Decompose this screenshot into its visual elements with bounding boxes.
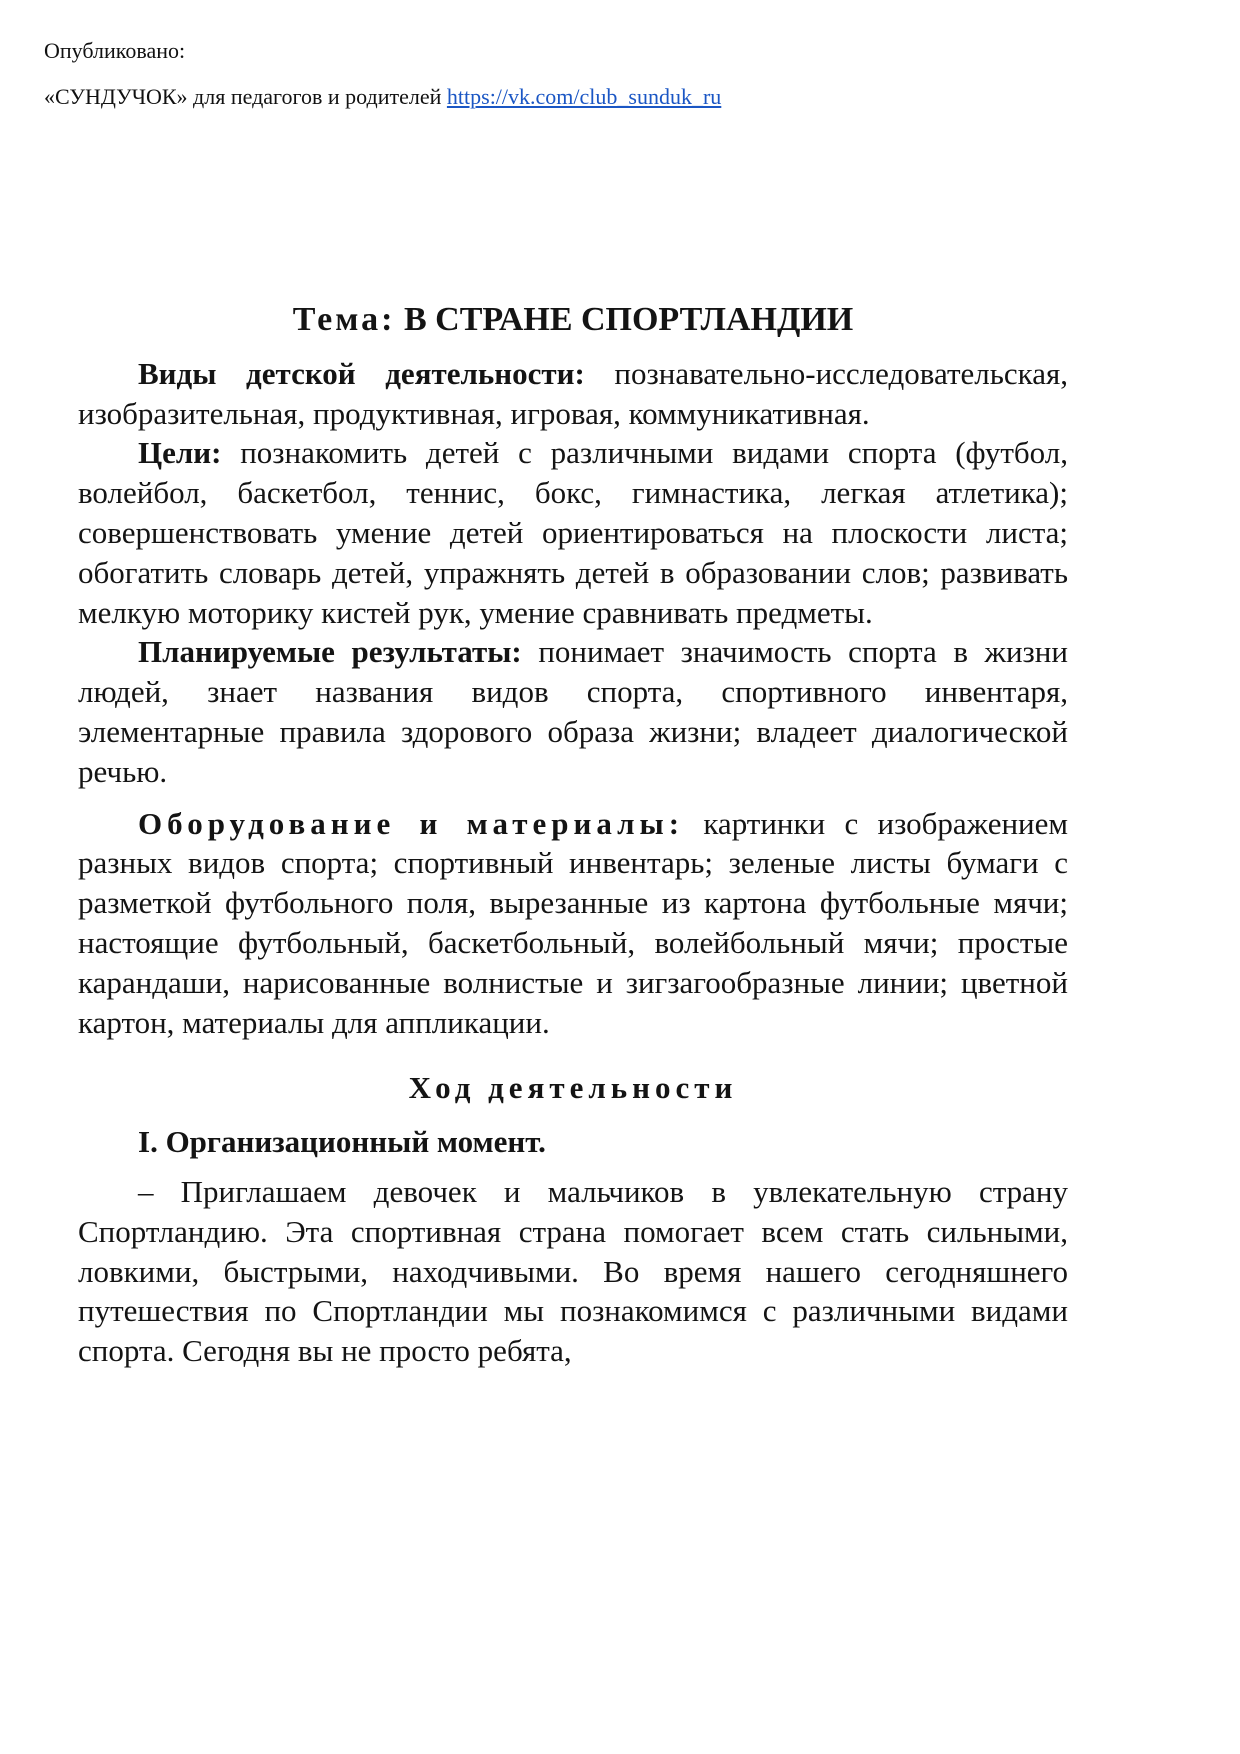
title-text: В СТРАНЕ СПОРТЛАНДИИ: [403, 301, 854, 338]
publisher-text: «СУНДУЧОК» для педагогов и родителей: [44, 84, 442, 109]
title-label: Тема:: [292, 301, 396, 338]
activities-text: познавательно-исследовательская, изобразительная, продуктивная, игровая, коммуникативная.: [78, 355, 1069, 431]
results-text: понимает значимость спорта в жизни людей, знает названия видов спорта, спортивного инвентаря, элементарные правила здорового образа жизни; владеет диалогической речью.: [78, 634, 1068, 789]
publisher-line: [44, 84, 721, 110]
section1-paragraph: [78, 1172, 1068, 1371]
progress-heading: Ход деятельности: [408, 1070, 738, 1106]
publisher-link[interactable]: https://vk.com/club_sunduk_ru: [446, 84, 722, 109]
activities-paragraph: [78, 354, 1068, 434]
section1-heading: I. Организационный момент.: [138, 1124, 546, 1160]
publication-header: [44, 38, 721, 110]
section1-text: – Приглашаем девочек и мальчиков в увлекательную страну Спортландию. Эта спортивная страна помогает всем стать сильными, ловкими, быстрыми, находчивыми. Во время нашего сегодняшнего путешествия по Спортландии мы познакомимся с различными видами спорта. Сегодня вы не просто ребята,: [78, 1173, 1068, 1369]
activities-label: Виды детской деятельности:: [138, 355, 585, 391]
equipment-text: картинки с изображением разных видов спорта; спортивный инвентарь; зеленые листы бумаги с разметкой футбольного поля, вырезанные из картона футбольные мячи; настоящие футбольный, баскетбольный, волейбольный мячи; простые карандаши, нарисованные волнистые и зигзагообразные линии; цветной картон, материалы для аппликации.: [78, 805, 1069, 1040]
page-title: [78, 300, 1068, 340]
equipment-label: Оборудование и материалы:: [138, 805, 685, 841]
scanned-text-body: [78, 300, 1068, 1371]
results-paragraph: [78, 632, 1068, 791]
equipment-paragraph: [78, 804, 1068, 1043]
results-label: Планируемые результаты:: [138, 634, 522, 670]
goals-text: познакомить детей с различными видами спорта (футбол, волейбол, баскетбол, теннис, бокс, гимнастика, легкая атлетика); совершенствовать умение детей ориентироваться на плоскости листа; обогатить словарь детей, упражнять детей в образовании слов; развивать мелкую моторику кистей рук, умение сравнивать предметы.: [78, 435, 1068, 630]
published-label: Опубликовано:: [44, 38, 186, 63]
goals-label: Цели:: [138, 435, 222, 471]
goals-paragraph: [78, 433, 1068, 632]
